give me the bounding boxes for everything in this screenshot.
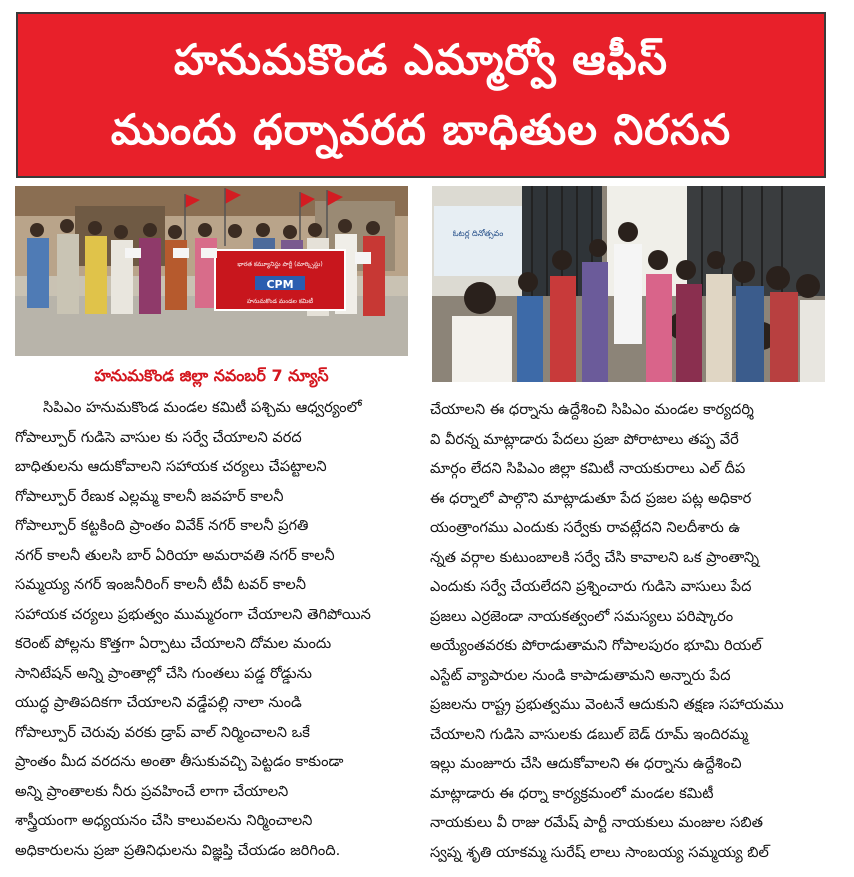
- article-line: నాయకులు వీ రాజు రమేష్ పార్టీ నాయకులు మంజుల సబిత: [430, 814, 764, 831]
- article-column-right: [430, 395, 825, 867]
- article-line: ఈ ధర్నాలో పాల్గొని మాట్లాడుతూ పేద ప్రజల పట్ల అధికార: [430, 489, 752, 507]
- article-line: మార్గం లేదని సిపిఎం జిల్లా కమిటీ నాయకురాలు ఎల్ దీప: [430, 460, 746, 477]
- article-line: నగర్ కాలనీ తులసి బార్ ఏరియా అమరావతి నగర్ కాలనీ: [15, 546, 335, 564]
- article-line: అన్ని ప్రాంతాలకు నీరు ప్రవహించే లాగా చేయాలని: [15, 782, 289, 800]
- article-line: గోపాల్పూర్ కట్టకింది ప్రాంతం వివేక్ నగర్ కాలనీ ప్రగతి: [15, 517, 309, 534]
- headline-box: [16, 12, 826, 178]
- article-line: ప్రాంతం మీద వరదను అంతా తీసుకువచ్చి పెట్టడం కాకుండా: [15, 753, 344, 770]
- article-line: చేయాలని గుడిసె వాసులకు డబుల్ బెడ్ రూమ్ ఇందిరమ్మ: [430, 725, 749, 743]
- protest-scene-left: [15, 186, 408, 356]
- article-line: సహాయక చర్యలు ప్రభుత్వం ముమ్మరంగా చేయాలని తెగిపోయిన: [15, 605, 371, 623]
- article-line: గోపాల్పూర్ చెరువు వరకు డ్రాప్ వాల్ నిర్మించాలని ఒకే: [15, 723, 310, 741]
- headline-line-2: ముందు ధర్నావరద బాధితుల నిరసన: [110, 105, 732, 154]
- article-line: న్నత వర్గాల కుటుంబాలకి సర్వే చేసి కావాలని ఒక ప్రాంతాన్ని: [430, 548, 760, 566]
- protest-scene-right: [432, 186, 825, 382]
- article-line: యుద్ధ ప్రాతిపదికగా చేయాలని వడ్డేపల్లి నాలా నుండి: [15, 694, 302, 711]
- banner-bottom-text: హనుమకొండ మండల కమిటీ: [247, 298, 313, 305]
- article-line: ఎందుకు సర్వే చేయలేదని ప్రశ్నించారు గుడిసె వాసులు పేద: [430, 578, 752, 595]
- article-line: ఇల్లు మంజూరు చేసి ఆదుకోవాలని ఈ ధర్నాను ఉద్దేశించి: [430, 755, 742, 772]
- dateline: హనుమకొండ జిల్లా నవంబర్ 7 న్యూస్: [94, 366, 329, 385]
- headline-line-1: హనుమకొండ ఎమ్మార్వో ఆఫీస్: [173, 35, 669, 84]
- protest-photo-right: [432, 186, 825, 382]
- article-line: చేయాలని ఈ ధర్నాను ఉద్దేశించి సిపిఎం మండల కార్యదర్శి: [430, 401, 754, 418]
- article-line: ప్రజలు ఎర్రజెండా నాయకత్వంలో సమస్యలు పరిష్కారం: [430, 607, 734, 625]
- wall-sign-text: ఓటర్ల దినోత్సవం: [452, 229, 504, 238]
- article-line: అయ్యేంతవరకు పోరాడుతామని గోపాలపురం భూమి రియల్: [430, 637, 762, 654]
- article-line: సమ్మయ్య నగర్ ఇంజనీరింగ్ కాలనీ టీవీ టవర్ కాలనీ: [15, 576, 307, 593]
- article-line: బాధితులను ఆదుకోవాలని సహాయక చర్యలు చేపట్టాలని: [15, 458, 327, 475]
- banner-top-text: భారత కమ్యూనిస్టు పార్టీ (మార్క్సిస్టు): [237, 261, 323, 268]
- article-line: వి వీరన్న మాట్లాడారు పేదలు ప్రజా పోరాటాలు తప్ప వేరే: [430, 430, 739, 448]
- article-line: అధికారులను ప్రజా ప్రతినిధులను విజ్ఞప్తి చేయడం జరిగింది.: [15, 841, 341, 859]
- article-line: సానిటేషన్ అన్ని ప్రాంతాల్లో చేసి గుంతలు పడ్డ రోడ్డును: [15, 664, 312, 682]
- banner-cpm-text: CPM: [266, 278, 294, 291]
- article-line: ప్రజలను రాష్ట్ర ప్రభుత్వము వెంటనే ఆదుకుని తక్షణ సహాయము: [430, 696, 784, 713]
- article-line: యంత్రాంగము ఎందుకు సర్వేకు రావట్లేదని నిలదీశారు ఉ: [430, 519, 741, 536]
- article-line: సిపిఎం హనుమకొండ మండల కమిటీ పశ్చిమ ఆధ్వర్యంలో: [43, 399, 362, 416]
- article-line: మాట్లాడారు ఈ ధర్నా కార్యక్రమంలో మండల కమిటీ: [430, 784, 714, 802]
- article-line: శాస్త్రీయంగా అధ్యయనం చేసి కాలువలను నిర్మించాలని: [15, 812, 313, 829]
- article-column-left: [15, 393, 410, 865]
- article-line: గోపాల్పూర్ రేణుక ఎల్లమ్మ కాలనీ జవహర్ కాలనీ: [15, 487, 284, 505]
- article-line: స్వప్న శృతి యాకమ్మ సురేష్ లాలు సాంబయ్య సమ్మయ్య బిల్: [430, 843, 769, 861]
- article-line: ఎస్టేట్ వ్యాపారుల నుండి కాపాడుతామని అన్నారు పేద: [430, 666, 731, 684]
- article-line: కరెంట్ పోల్లను కొత్తగా ఏర్పాటు చేయాలని దోమల మందు: [15, 635, 332, 652]
- protest-photo-left: [15, 186, 408, 356]
- article-line: గోపాల్పూర్ గుడిసె వాసుల కు సర్వే చేయాలని వరద: [15, 428, 302, 446]
